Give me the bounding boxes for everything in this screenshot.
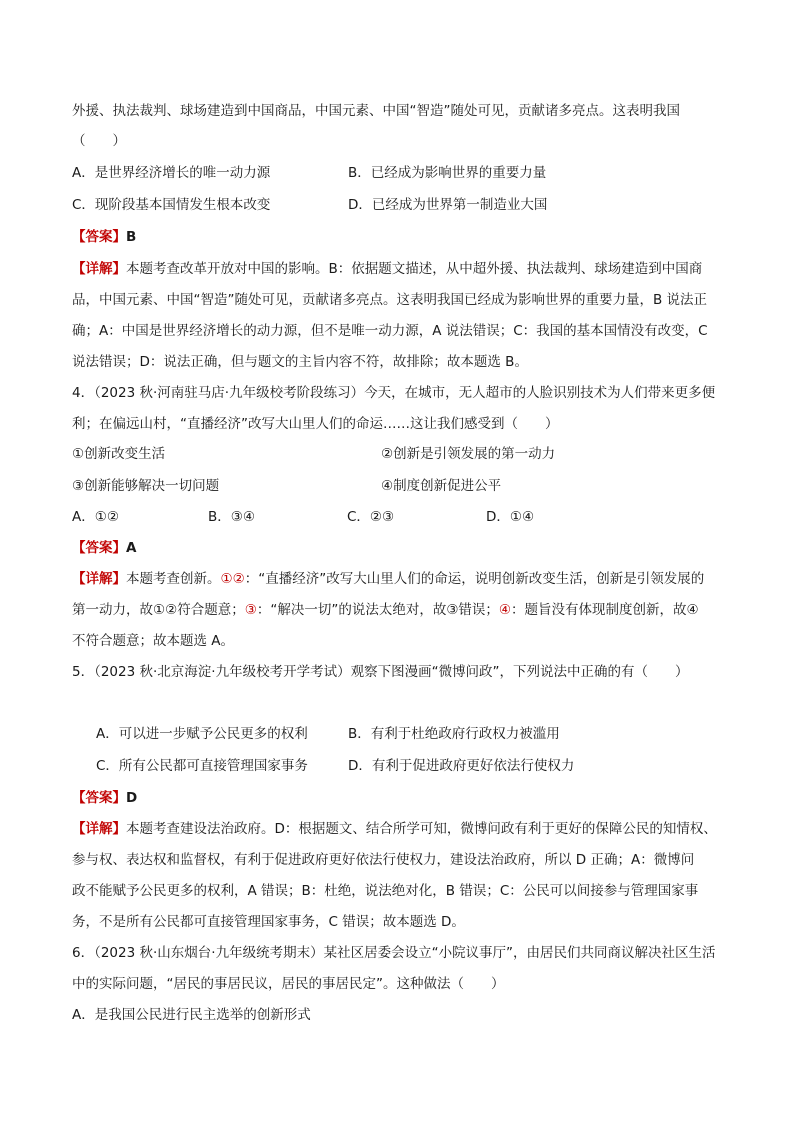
q6-option-a: A．是我国公民进行民主选举的创新形式 [72,1007,311,1023]
q4-detail-line1 [72,569,704,589]
q5-answer [72,788,137,808]
q6-stem-line2: 中的实际问题，“居民的事居民议，居民的事居民定”。这种做法（ ） [72,976,505,992]
detail-text: 本题考查创新。 [126,571,221,587]
q4-option-c: C．②③ [347,509,395,525]
detail-tag: 【详解】 [72,821,126,837]
q4-option-d: D．①④ [486,509,535,525]
answer-value: D [126,790,138,806]
q4-item-1: ①创新改变生活 [72,446,166,462]
q5-detail-line3: 政不能赋予公民更多的权利，A 错误；B：杜绝，说法绝对化，B 错误；C：公民可以间接参与管理国家事 [72,883,699,899]
q3-detail-line1 [72,259,702,279]
q5-detail-line1 [72,819,717,839]
q5-option-a: A．可以进一步赋予公民更多的权利 [96,726,308,742]
q5-detail-line2: 参与权、表达权和监督权，有利于促进政府更好依法行使权力，建设法治政府，所以 D 正确；A：微博问 [72,852,695,868]
detail-text: ：“直播经济”改写大山里人们的命运，说明创新改变生活，创新是引领发展的 [244,571,705,587]
q4-option-b: B．③④ [208,509,255,525]
q3-stem-line2: （ ） [72,133,126,149]
detail-text: 第一动力，故①②符合题意； [72,602,245,618]
q5-option-d: D．有利于促进政府更好依法行使权力 [348,758,575,774]
detail-tag: 【详解】 [72,571,126,587]
q4-item-4: ④制度创新促进公平 [381,478,502,494]
detail-highlight: ①② [220,571,245,587]
detail-text: 本题考查建设法治政府。D：根据题文、结合所学可知，微博问政有利于更好的保障公民的知情权、 [126,821,717,837]
q5-option-c: C．所有公民都可直接管理国家事务 [96,758,308,774]
q3-option-b: B．已经成为影响世界的重要力量 [348,165,547,181]
detail-text: 本题考查改革开放对中国的影响。B：依据题文描述，从中超外援、执法裁判、球场建造到中国商 [126,261,703,277]
q3-option-a: A．是世界经济增长的唯一动力源 [72,165,271,181]
q4-detail-line2 [72,600,699,620]
q3-stem-line1: 外援、执法裁判、球场建造到中国商品，中国元素、中国“智造”随处可见，贡献诸多亮点。这表明我国 [72,103,680,119]
answer-tag: 【答案】 [72,540,126,556]
q3-answer [72,227,136,247]
q3-detail-line4: 说法错误；D：说法正确，但与题文的主旨内容不符，故排除；故本题选 B。 [72,354,528,370]
answer-value: A [126,540,137,556]
q3-detail-line3: 确；A：中国是世界经济增长的动力源，但不是唯一动力源，A 说法错误；C：我国的基本国情没有改变，C [72,323,708,339]
q5-option-b: B．有利于杜绝政府行政权力被滥用 [348,726,560,742]
detail-highlight: ③ [244,602,257,618]
detail-tag: 【详解】 [72,261,126,277]
answer-tag: 【答案】 [72,790,126,806]
q5-stem-line1: 5．（2023 秋·北京海淀·九年级校考开学考试）观察下图漫画“微博问政”，下列说法中正确的有（ ） [72,664,689,680]
q4-item-3: ③创新能够解决一切问题 [72,478,220,494]
detail-text: ：题旨没有体现制度创新，故④ [511,602,699,618]
detail-highlight: ④ [498,602,512,618]
answer-tag: 【答案】 [72,229,126,245]
q3-option-d: D．已经成为世界第一制造业大国 [348,197,548,213]
q4-stem-line1: 4．（2023 秋·河南驻马店·九年级校考阶段练习）今天，在城市，无人超市的人脸识别技术为人们带来更多便 [72,385,716,401]
answer-value: B [126,229,137,245]
q4-option-a: A．①② [72,509,119,525]
q4-stem-line2: 利；在偏远山村，“直播经济”改写大山里人们的命运……这让我们感受到（ ） [72,416,559,432]
q6-stem-line1: 6．（2023 秋·山东烟台·九年级统考期末）某社区居委会设立“小院议事厅”，由居民们共同商议解决社区生活 [72,945,716,961]
q3-option-c: C．现阶段基本国情发生根本改变 [72,197,271,213]
q4-answer [72,538,136,558]
detail-text: ：“解决一切”的说法太绝对，故③错误； [256,602,499,618]
q3-detail-line2: 品，中国元素、中国“智造”随处可见，贡献诸多亮点。这表明我国已经成为影响世界的重要力量，B 说法正 [72,292,708,308]
q4-detail-line3: 不符合题意；故本题选 A。 [72,633,235,649]
q4-item-2: ②创新是引领发展的第一动力 [381,446,556,462]
q5-detail-line4: 务，不是所有公民都可直接管理国家事务，C 错误；故本题选 D。 [72,914,465,930]
